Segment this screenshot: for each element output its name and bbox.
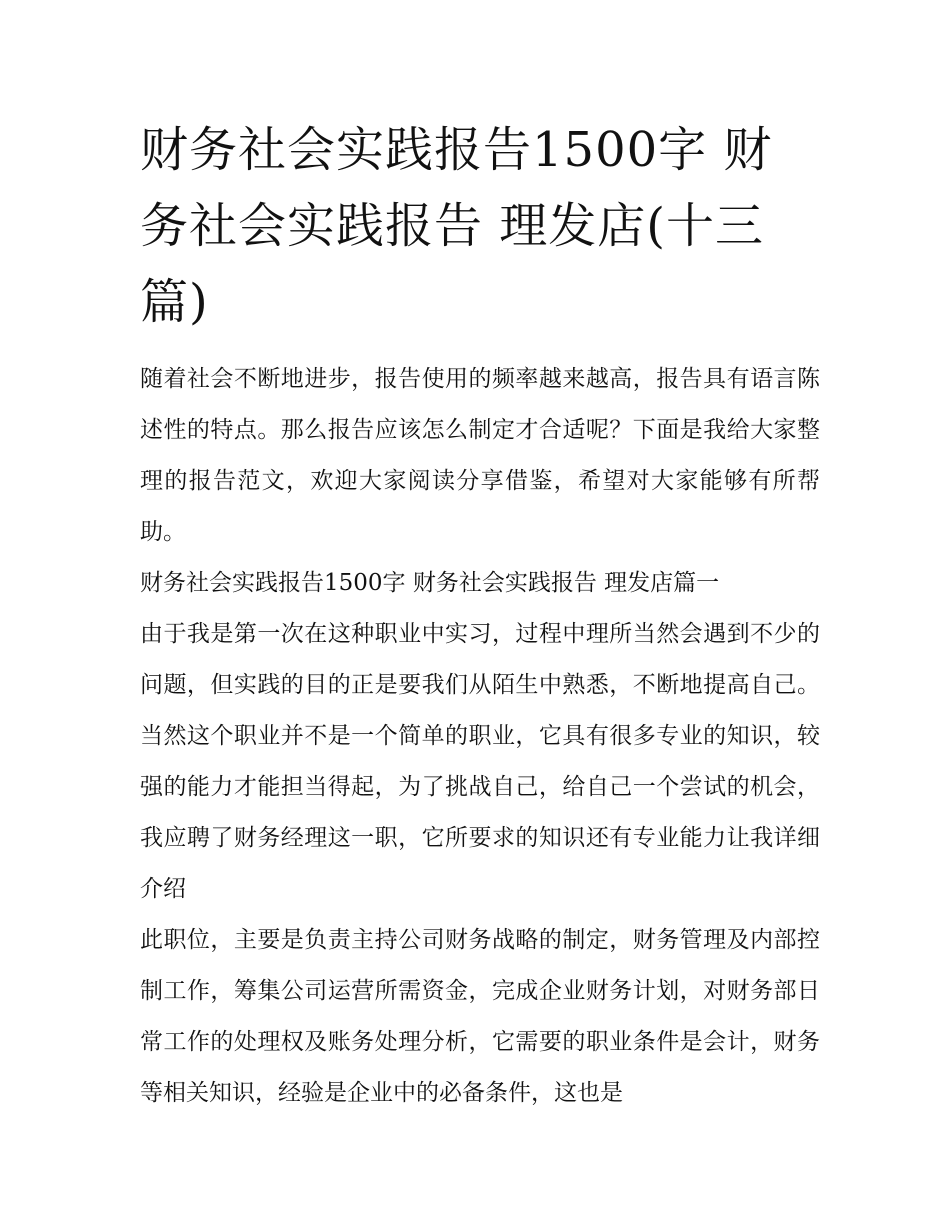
document-title: 财务社会实践报告1500字 财务社会实践报告 理发店(十三篇) (140, 122, 773, 330)
body-paragraph: 由于我是第一次在这种职业中实习，过程中理所当然会遇到不少的问题，但实践的目的正是要我们从陌生中熟悉，不断地提高自己。当然这个职业并不是一个简单的职业，它具有很多专业的知识，较强的能力才能担当得起，为了挑战自己，给自己一个尝试的机会，我应聘了财务经理这一职，它所要求的知识还有专业能力让我详细介绍 (140, 621, 820, 902)
intro-paragraph: 随着社会不断地进步，报告使用的频率越来越高，报告具有语言陈述性的特点。那么报告应该怎么制定才合适呢？下面是我给大家整理的报告范文，欢迎大家阅读分享借鉴，希望对大家能够有所帮助。 (140, 366, 820, 545)
body-paragraph: 此职位，主要是负责主持公司财务战略的制定，财务管理及内部控制工作，筹集公司运营所需资金，完成企业财务计划，对财务部日常工作的处理权及账务处理分析，它需要的职业条件是会计，财务等相关知识，经验是企业中的必备条件，这也是 (140, 927, 820, 1106)
section-heading: 财务社会实践报告1500字 财务社会实践报告 理发店篇一 (140, 570, 720, 596)
document-body (140, 354, 820, 1119)
